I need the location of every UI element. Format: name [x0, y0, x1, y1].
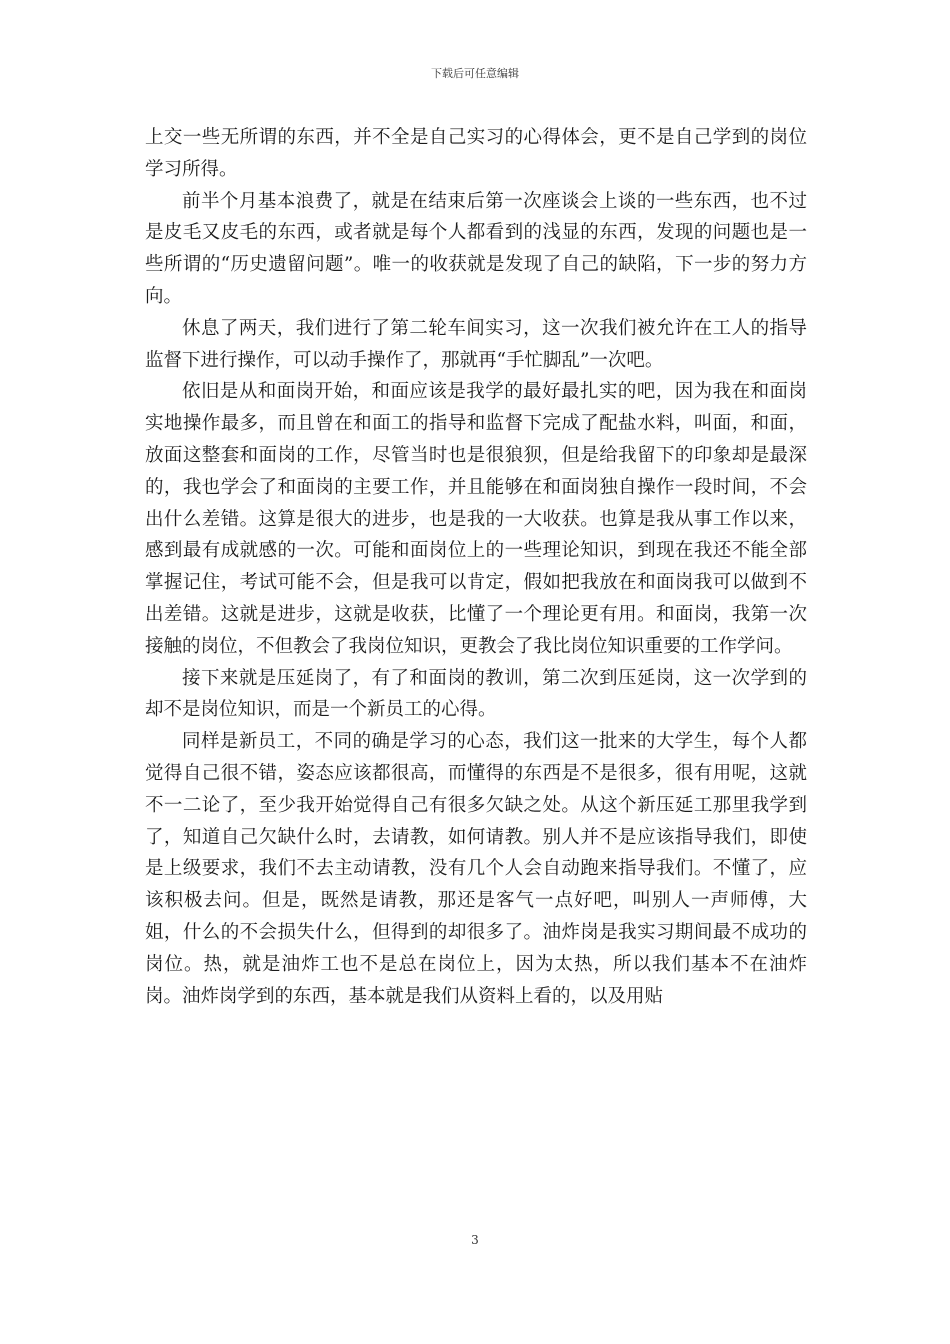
- page-number: 3: [471, 1233, 479, 1247]
- paragraph: 上交一些无所谓的东西，并不全是自己实习的心得体会，更不是自己学到的岗位学习所得。: [145, 127, 807, 180]
- body-text: [145, 122, 807, 1012]
- paragraph: 前半个月基本浪费了，就是在结束后第一次座谈会上谈的一些东西，也不过是皮毛又皮毛的东西，或者就是每个人都看到的浅显的东西，发现的问题也是一些所谓的“历史遗留问题”。唯一的收获就是发现了自己的缺陷，下一步的努力方向。: [145, 190, 807, 307]
- paragraph: 接下来就是压延岗了，有了和面岗的教训，第二次到压延岗，这一次学到的却不是岗位知识，而是一个新员工的心得。: [145, 667, 807, 721]
- paragraph: 休息了两天，我们进行了第二轮车间实习，这一次我们被允许在工人的指导监督下进行操作，可以动手操作了，那就再“手忙脚乱”一次吧。: [145, 317, 807, 371]
- page-header: 下载后可任意编辑: [431, 67, 519, 80]
- paragraph: 依旧是从和面岗开始，和面应该是我学的最好最扎实的吧，因为我在和面岗实地操作最多，而且曾在和面工的指导和监督下完成了配盐水料，叫面，和面，放面这整套和面岗的工作，尽管当时也是很狼狈，但是给我留下的印象却是最深的，我也学会了和面岗的主要工作，并且能够在和面岗独自操作一段时间，不会出什么差错。这算是很大的进步，也是我的一大收获。也算是我从事工作以来，感到最有成就感的一次。可能和面岗位上的一些理论知识，到现在我还不能全部掌握记住，考试可能不会，但是我可以肯定，假如把我放在和面岗我可以做到不出差错。这就是进步，这就是收获，比懂了一个理论更有用。和面岗，我第一次接触的岗位，不但教会了我岗位知识，更教会了我比岗位知识重要的工作学问。: [145, 381, 807, 657]
- paragraph: 同样是新员工，不同的确是学习的心态，我们这一批来的大学生，每个人都觉得自己很不错，姿态应该都很高，而懂得的东西是不是很多，很有用呢，这就不一二论了，至少我开始觉得自己有很多欠缺之处。从这个新压延工那里我学到了，知道自己欠缺什么时，去请教，如何请教。别人并不是应该指导我们，即使是上级要求，我们不去主动请教，没有几个人会自动跑来指导我们。不懂了，应该积极去问。但是，既然是请教，那还是客气一点好吧，叫别人一声师傅，大姐，什么的不会损失什么，但得到的却很多了。油炸岗是我实习期间最不成功的岗位。热，就是油炸工也不是总在岗位上，因为太热，所以我们基本不在油炸岗。油炸岗学到的东西，基本就是我们从资料上看的，以及用贴: [145, 731, 807, 1007]
